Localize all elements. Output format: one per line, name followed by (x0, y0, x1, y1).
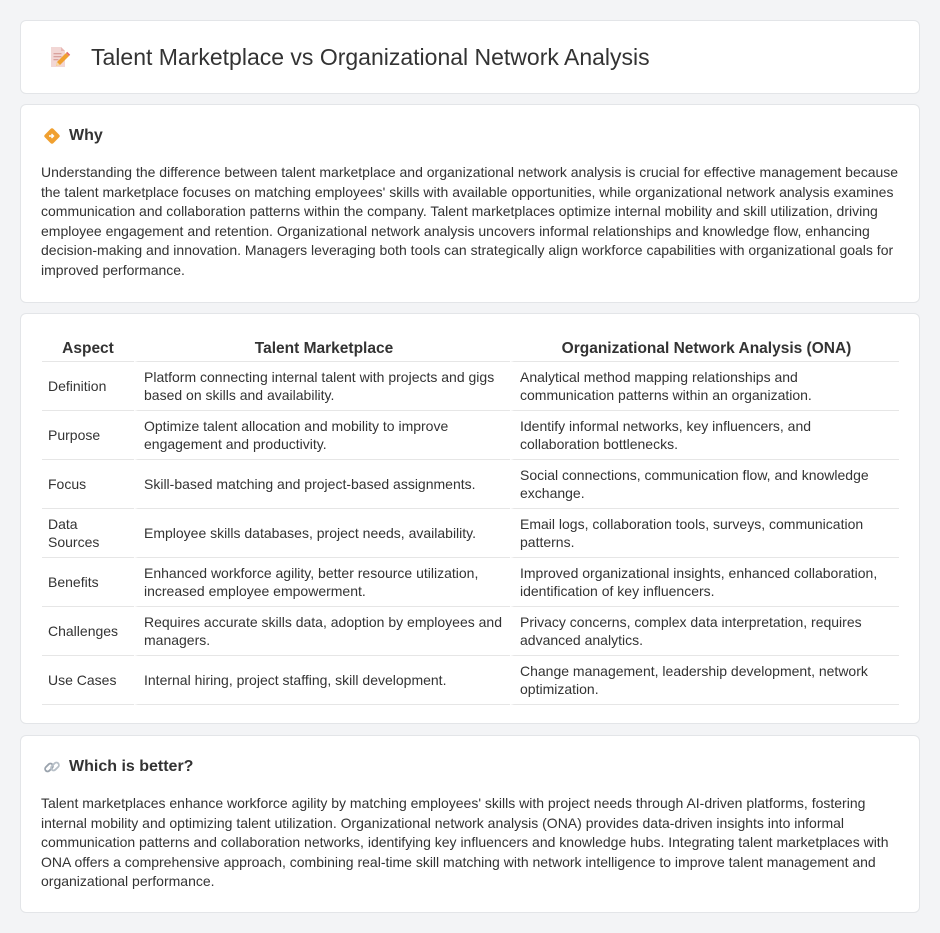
better-heading: Which is better? (69, 758, 194, 775)
table-row (42, 558, 899, 607)
why-heading: Why (69, 127, 103, 144)
title-card (20, 20, 920, 94)
cell-aspect: Challenges (42, 607, 134, 656)
cell-talent-marketplace: Optimize talent allocation and mobility to improve engagement and productivity. (134, 411, 510, 460)
cell-aspect: Benefits (42, 558, 134, 607)
table-row (42, 362, 899, 411)
cell-ona: Analytical method mapping relationships and communication patterns within an organization. (510, 362, 899, 411)
page-title: Talent Marketplace vs Organizational Network Analysis (91, 43, 650, 70)
header-ona: Organizational Network Analysis (ONA) (510, 336, 899, 362)
table-header-row (42, 336, 899, 362)
title-row (21, 21, 919, 93)
table-row (42, 460, 899, 509)
cell-talent-marketplace: Platform connecting internal talent with projects and gigs based on skills and availability. (134, 362, 510, 411)
cell-aspect: Data Sources (42, 509, 134, 558)
cell-aspect: Focus (42, 460, 134, 509)
comparison-card (20, 313, 920, 724)
cell-ona: Privacy concerns, complex data interpretation, requires advanced analytics. (510, 607, 899, 656)
why-header (21, 105, 919, 145)
cell-talent-marketplace: Internal hiring, project staffing, skill development. (134, 656, 510, 705)
table-row (42, 411, 899, 460)
cell-ona: Email logs, collaboration tools, surveys, communication patterns. (510, 509, 899, 558)
cell-talent-marketplace: Requires accurate skills data, adoption by employees and managers. (134, 607, 510, 656)
which-is-better-card (20, 735, 920, 913)
cell-talent-marketplace: Enhanced workforce agility, better resource utilization, increased employee empowerment. (134, 558, 510, 607)
diamond-arrows-icon (43, 127, 61, 145)
why-body: Understanding the difference between talent marketplace and organizational network analysis is crucial for effective management because the talent marketplace focuses on matching employees' skills with available opportunities, while organizational network analysis examines communication and collaboration patterns within the company. Talent marketplaces optimize internal mobility and skill utilization, driving employee engagement and retention. Organizational network analysis uncovers informal relationships and knowledge flow, enhancing decision-making and innovation. Managers leveraging both tools can strategically align workforce capabilities with organizational goals for improved performance. (41, 164, 899, 278)
cell-talent-marketplace: Skill-based matching and project-based assignments. (134, 460, 510, 509)
better-body: Talent marketplaces enhance workforce agility by matching employees' skills with project needs through AI-driven platforms, fostering internal mobility and optimizing talent utilization. Organizational network analysis (ONA) provides data-driven insights into informal communication patterns and collaboration networks, identifying key influencers and knowledge hubs. Integrating talent marketplaces with ONA offers a comprehensive approach, combining real-time skill matching with network intelligence to improve talent management and organizational performance. (41, 795, 889, 889)
cell-talent-marketplace: Employee skills databases, project needs, availability. (134, 509, 510, 558)
header-talent-marketplace: Talent Marketplace (134, 336, 510, 362)
table-row (42, 607, 899, 656)
chain-link-icon (43, 758, 61, 776)
document-pencil-icon (47, 45, 71, 69)
header-aspect: Aspect (42, 336, 134, 362)
cell-ona: Change management, leadership development, network optimization. (510, 656, 899, 705)
better-header (21, 736, 919, 776)
table-row (42, 656, 899, 705)
cell-aspect: Definition (42, 362, 134, 411)
table-row (42, 509, 899, 558)
cell-ona: Improved organizational insights, enhanced collaboration, identification of key influencers. (510, 558, 899, 607)
cell-aspect: Purpose (42, 411, 134, 460)
comparison-table (42, 336, 899, 705)
cell-ona: Identify informal networks, key influencers, and collaboration bottlenecks. (510, 411, 899, 460)
cell-ona: Social connections, communication flow, and knowledge exchange. (510, 460, 899, 509)
cell-aspect: Use Cases (42, 656, 134, 705)
why-card (20, 104, 920, 303)
